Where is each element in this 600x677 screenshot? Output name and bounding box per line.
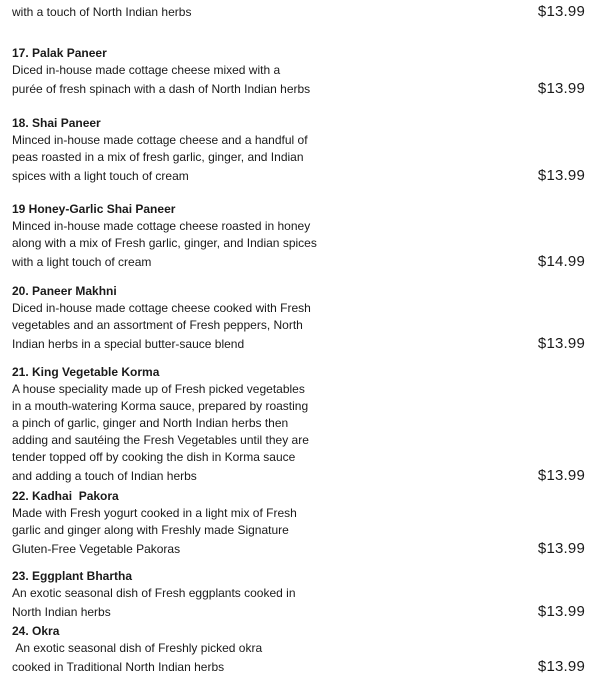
menu-item-title: 20. Paneer Makhni [12, 284, 117, 298]
menu-item-price: $13.99 [537, 540, 585, 557]
menu-item-description [12, 381, 585, 466]
menu-item-description-line: along with a mix of Fresh garlic, ginger, and Indian spices [12, 236, 317, 250]
menu-item-price: $13.99 [537, 335, 585, 352]
menu-item-description-line: spices with a light touch of cream [12, 169, 189, 183]
menu-item [12, 283, 585, 354]
menu-item-description [12, 218, 585, 252]
menu-item [12, 2, 585, 22]
menu-item-price: $13.99 [537, 467, 585, 484]
menu-item-description-line: purée of fresh spinach with a dash of North Indian herbs [12, 82, 311, 96]
menu-item-description-line: garlic and ginger along with Freshly made Signature [12, 523, 289, 537]
menu-item [12, 568, 585, 622]
menu-item-price-row [12, 2, 585, 22]
menu-item-price-row [12, 79, 585, 99]
menu-item-title: 18. Shai Paneer [12, 116, 101, 130]
menu-item-price-row [12, 657, 585, 677]
menu-item-price: $13.99 [537, 80, 585, 97]
menu-item [12, 364, 585, 486]
menu-item-title: 24. Okra [12, 624, 60, 638]
menu-item-price: $14.99 [537, 253, 585, 270]
menu-item-description-line: with a light touch of cream [12, 255, 152, 269]
menu-item-description-line: Gluten-Free Vegetable Pakoras [12, 542, 181, 556]
menu-item-price-row [12, 539, 585, 559]
menu-item-price-row [12, 252, 585, 272]
menu-item-description-line: Minced in-house made cottage cheese and a handful of [12, 133, 308, 147]
menu-item-description-line: Diced in-house made cottage cheese mixed with a [12, 63, 281, 77]
menu-item-description-line: cooked in Traditional North Indian herbs [12, 660, 225, 674]
menu-item-description-line: with a touch of North Indian herbs [12, 5, 192, 19]
menu-item-price-row [12, 466, 585, 486]
menu-item-price: $13.99 [537, 603, 585, 620]
menu-item-description [12, 132, 585, 166]
menu-item-title: 22. Kadhai Pakora [12, 489, 119, 503]
menu-item [12, 115, 585, 186]
menu-item-title: 21. King Vegetable Korma [12, 365, 160, 379]
menu-item [12, 201, 585, 272]
menu-item-title: 23. Eggplant Bhartha [12, 569, 133, 583]
menu-item [12, 623, 585, 677]
menu-item-description [12, 640, 585, 657]
menu-item-price-row [12, 166, 585, 186]
menu-item-description [12, 585, 585, 602]
menu-item-description-line: tender topped off by cooking the dish in Korma sauce [12, 450, 296, 464]
menu-item-price-row [12, 602, 585, 622]
menu-item-description-line: and adding a touch of Indian herbs [12, 469, 197, 483]
menu-item-description-line: peas roasted in a mix of fresh garlic, ginger, and Indian [12, 150, 304, 164]
menu-item-description-line: adding and sautéing the Fresh Vegetables until they are [12, 433, 309, 447]
menu-item-description [12, 300, 585, 334]
menu-item-description-line: A house speciality made up of Fresh picked vegetables [12, 382, 305, 396]
menu-item-description-line: Indian herbs in a special butter-sauce blend [12, 337, 245, 351]
menu-item-price: $13.99 [537, 658, 585, 675]
menu-item [12, 488, 585, 559]
menu-item-description-line: Made with Fresh yogurt cooked in a light mix of Fresh [12, 506, 297, 520]
menu-item-description-line: Diced in-house made cottage cheese cooked with Fresh [12, 301, 311, 315]
menu-item-price: $13.99 [537, 3, 585, 20]
menu-item-description-line: An exotic seasonal dish of Fresh eggplants cooked in [12, 586, 296, 600]
menu-item-description-line: North Indian herbs [12, 605, 111, 619]
menu-item-description [12, 62, 585, 79]
menu-item-description [12, 505, 585, 539]
menu-item-title: 17. Palak Paneer [12, 46, 107, 60]
menu-item [12, 45, 585, 99]
menu-item-price-row [12, 334, 585, 354]
menu-item-title: 19 Honey-Garlic Shai Paneer [12, 202, 176, 216]
menu-item-description-line: a pinch of garlic, ginger and North Indian herbs then [12, 416, 289, 430]
menu-item-description-line: vegetables and an assortment of Fresh peppers, North [12, 318, 303, 332]
menu-item-description-line: An exotic seasonal dish of Freshly picked okra [12, 641, 263, 655]
menu-item-description-line: in a mouth-watering Korma sauce, prepared by roasting [12, 399, 309, 413]
menu-item-price: $13.99 [537, 167, 585, 184]
menu-item-description-line: Minced in-house made cottage cheese roasted in honey [12, 219, 311, 233]
